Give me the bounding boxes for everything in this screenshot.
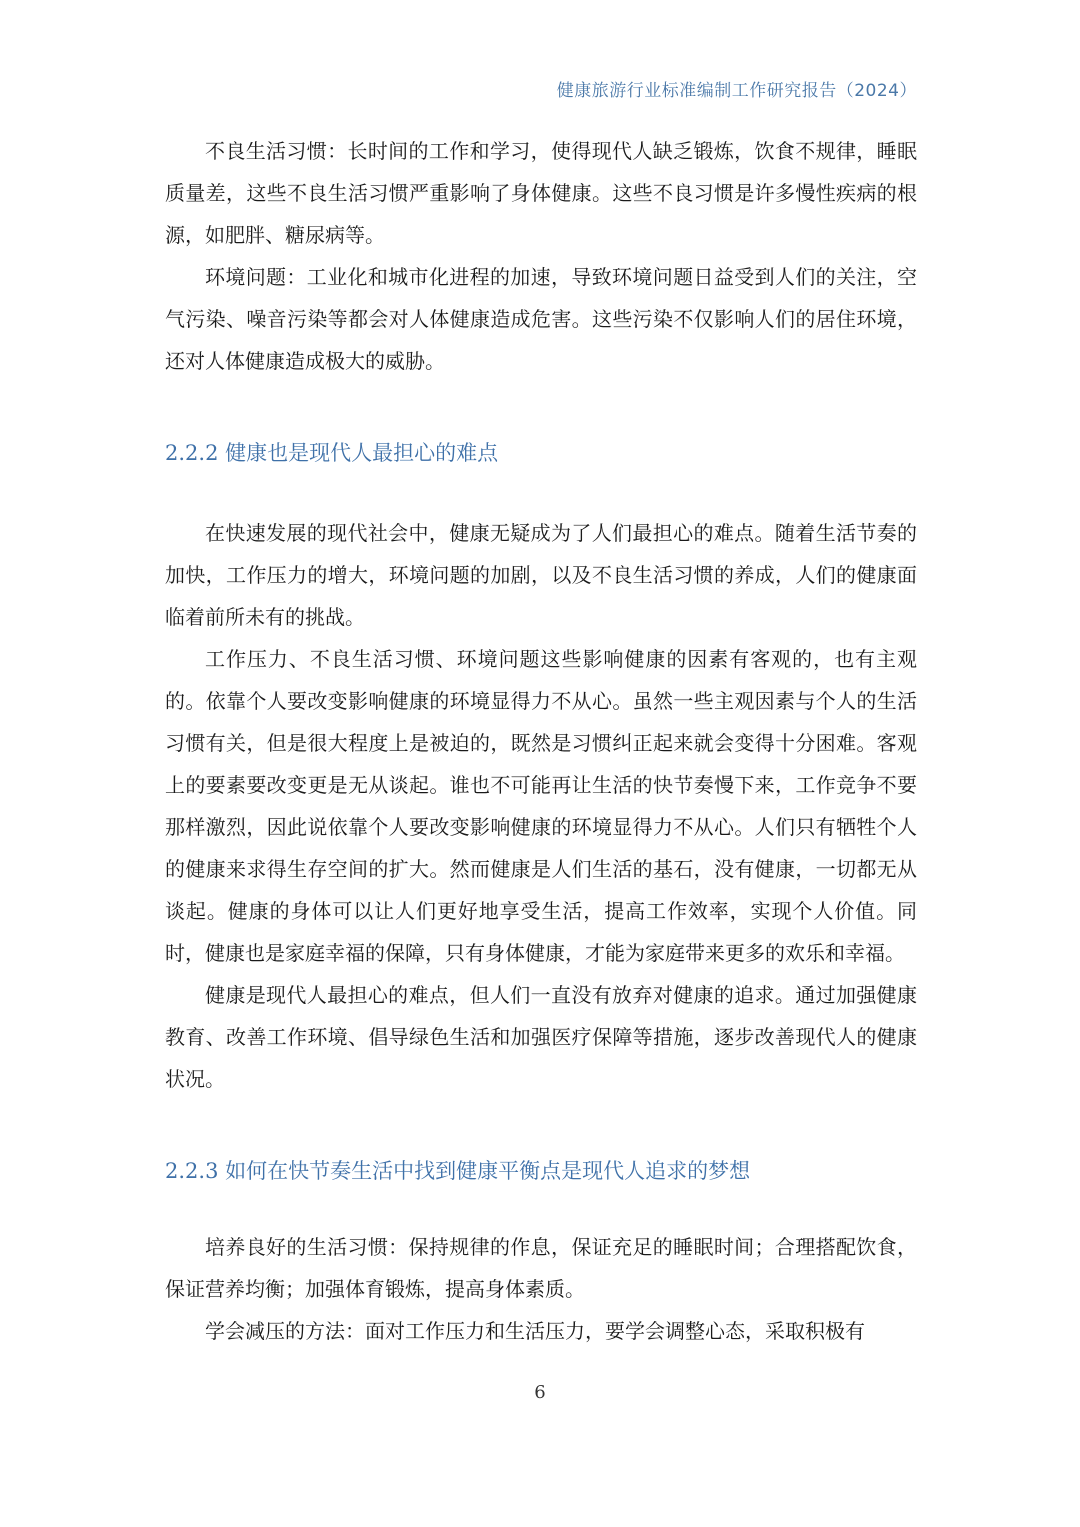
paragraph-pursuit: 健康是现代人最担心的难点，但人们一直没有放弃对健康的追求。通过加强健康教育、改善工作环境、倡导绿色生活和加强医疗保障等措施，逐步改善现代人的健康状况。 [165, 983, 917, 1091]
section-heading-2-2-3: 2.2.3 如何在快节奏生活中找到健康平衡点是现代人追求的梦想 [165, 1159, 751, 1183]
paragraph-stress-relief: 学会减压的方法：面对工作压力和生活压力，要学会调整心态，采取积极有 [205, 1319, 865, 1343]
paragraph-health-concern: 在快速发展的现代社会中，健康无疑成为了人们最担心的难点。随着生活节奏的加快，工作压力的增大，环境问题的加剧，以及不良生活习惯的养成，人们的健康面临着前所未有的挑战。 [165, 521, 917, 629]
page-body [165, 130, 917, 1352]
paragraph-environment: 环境问题：工业化和城市化进程的加速，导致环境问题日益受到人们的关注，空气污染、噪音污染等都会对人体健康造成危害。这些污染不仅影响人们的居住环境，还对人体健康造成极大的威胁。 [165, 265, 917, 373]
running-header: 健康旅游行业标准编制工作研究报告（2024） [556, 81, 917, 101]
paragraph-factors: 工作压力、不良生活习惯、环境问题这些影响健康的因素有客观的，也有主观的。依靠个人要改变影响健康的环境显得力不从心。虽然一些主观因素与个人的生活习惯有关，但是很大程度上是被迫的，既然是习惯纠正起来就会变得十分困难。客观上的要素要改变更是无从谈起。谁也不可能再让生活的快节奏慢下来，工作竞争不要那样激烈，因此说依靠个人要改变影响健康的环境显得力不从心。人们只有牺牲个人的健康来求得生存空间的扩大。然而健康是人们生活的基石，没有健康，一切都无从谈起。健康的身体可以让人们更好地享受生活，提高工作效率，实现个人价值。同时，健康也是家庭幸福的保障，只有身体健康，才能为家庭带来更多的欢乐和幸福。 [165, 647, 917, 965]
paragraph-bad-habits: 不良生活习惯：长时间的工作和学习，使得现代人缺乏锻炼，饮食不规律，睡眠质量差，这些不良生活习惯严重影响了身体健康。这些不良习惯是许多慢性疾病的根源，如肥胖、糖尿病等。 [165, 139, 917, 247]
page-number: 6 [534, 1382, 546, 1403]
paragraph-good-habits: 培养良好的生活习惯：保持规律的作息，保证充足的睡眠时间；合理搭配饮食，保证营养均衡；加强体育锻炼，提高身体素质。 [165, 1235, 917, 1301]
section-heading-2-2-2: 2.2.2 健康也是现代人最担心的难点 [165, 441, 499, 465]
